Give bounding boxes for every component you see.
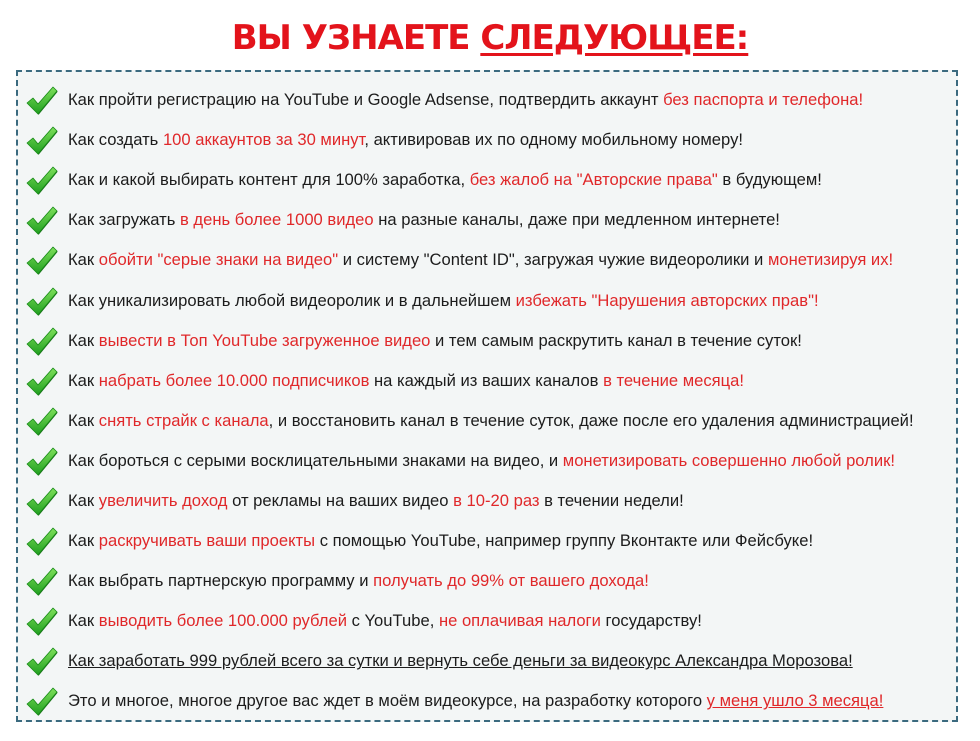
highlight-segment: вывести в Топ YouTube загруженное видео: [98, 330, 431, 350]
green-check-icon: [24, 285, 58, 317]
title-part-2: СЛЕДУЮЩЕЕ:: [480, 18, 749, 58]
list-item: [18, 441, 956, 481]
text-segment: на разные каналы, даже при медленном интернете!: [373, 210, 780, 230]
green-check-icon: [24, 605, 58, 637]
list-item-text: [68, 571, 649, 591]
green-check-icon: [24, 164, 58, 196]
green-check-icon: [24, 525, 58, 557]
text-segment: и тем самым раскрутить канал в течение суток!: [430, 330, 802, 350]
text-segment: , и восстановить канал в течение суток, даже после его удаления администрацией!: [268, 410, 914, 430]
list-item-text: [68, 651, 853, 671]
text-segment: Это и многое, многое другое вас ждет в моём видеокурсе, на разработку которого: [68, 691, 707, 711]
text-segment: Как пройти регистрацию на YouTube и Google Adsense, подтвердить аккаунт: [68, 90, 664, 110]
green-check-icon: [24, 645, 58, 677]
green-check-icon: [24, 405, 58, 437]
text-segment: государству!: [600, 611, 702, 631]
highlight-segment: избежать "Нарушения авторских прав"!: [515, 290, 819, 310]
text-segment: Как бороться с серыми восклицательными знаками на видео, и: [68, 450, 563, 470]
text-segment: Как: [68, 410, 99, 430]
text-segment: Как: [68, 330, 99, 350]
text-segment: и систему "Content ID", загружая чужие видеоролики и: [338, 250, 768, 270]
list-item: [18, 521, 956, 561]
highlight-segment: снять страйк с канала: [98, 410, 269, 430]
list-item: [18, 641, 956, 681]
highlight-segment: выводить более 100.000 рублей: [98, 611, 347, 631]
text-segment: Как уникализировать любой видеоролик и в дальнейшем: [68, 290, 516, 310]
text-segment: Как: [68, 370, 99, 390]
highlight-segment: Как заработать 999 рублей всего за сутки и вернуть себе деньги за видеокурс Александра Морозова!: [68, 651, 853, 671]
text-segment: от рекламы на ваших видео: [227, 490, 454, 510]
text-segment: Как: [68, 611, 99, 631]
list-item-text: [68, 250, 893, 270]
highlight-segment: монетизировать совершенно любой ролик!: [562, 450, 895, 470]
text-segment: Как и какой выбирать контент для 100% заработка,: [68, 170, 470, 190]
list-item: [18, 160, 956, 200]
list-item-text: [68, 170, 822, 190]
highlight-segment: без паспорта и телефона!: [663, 90, 864, 110]
list-item: [18, 561, 956, 601]
green-check-icon: [24, 485, 58, 517]
highlight-segment: раскручивать ваши проекты: [98, 531, 316, 551]
list-item: [18, 481, 956, 521]
green-check-icon: [24, 124, 58, 156]
text-segment: в течении недели!: [539, 490, 684, 510]
highlight-segment: без жалоб на "Авторские права": [469, 170, 718, 190]
text-segment: Как создать: [68, 130, 163, 150]
highlight-segment: получать до 99% от вашего дохода!: [373, 571, 649, 591]
list-item: [18, 280, 956, 320]
text-segment: в будующем!: [717, 170, 822, 190]
list-item-text: [68, 331, 802, 351]
list-item-text: [68, 691, 883, 711]
highlight-segment: у меня ушло 3 месяца!: [706, 691, 884, 711]
highlight-segment: не оплачивая налоги: [438, 611, 601, 631]
list-item-text: [68, 611, 702, 631]
highlight-segment: в день более 1000 видео: [180, 210, 374, 230]
green-check-icon: [24, 685, 58, 717]
text-segment: с помощью YouTube, например группу Вконтакте или Фейсбуке!: [315, 531, 814, 551]
list-item-text: [68, 291, 819, 311]
green-check-icon: [24, 565, 58, 597]
text-segment: на каждый из ваших каналов: [369, 370, 604, 390]
list-item: [18, 321, 956, 361]
list-item: [18, 80, 956, 120]
highlight-segment: в течение месяца!: [603, 370, 745, 390]
list-item-text: [68, 210, 780, 230]
text-segment: Как загружать: [68, 210, 180, 230]
green-check-icon: [24, 244, 58, 276]
highlight-segment: обойти "серые знаки на видео": [98, 250, 339, 270]
highlight-segment: в 10-20 раз: [453, 490, 540, 510]
green-check-icon: [24, 325, 58, 357]
green-check-icon: [24, 84, 58, 116]
highlight-segment: монетизируя их!: [767, 250, 894, 270]
text-segment: Как: [68, 490, 99, 510]
list-item-text: [68, 451, 895, 471]
list-item-text: [68, 411, 914, 431]
list-item: [18, 681, 956, 721]
page-title: [0, 18, 980, 58]
text-segment: , активировав их по одному мобильному номеру!: [364, 130, 743, 150]
green-check-icon: [24, 365, 58, 397]
list-item: [18, 601, 956, 641]
list-item: [18, 361, 956, 401]
benefits-box: [16, 70, 958, 722]
list-item: [18, 200, 956, 240]
text-segment: Как: [68, 531, 99, 551]
list-item-text: [68, 371, 744, 391]
list-item: [18, 120, 956, 160]
text-segment: Как выбрать партнерскую программу и: [68, 571, 374, 591]
text-segment: с YouTube,: [346, 611, 439, 631]
highlight-segment: 100 аккаунтов за 30 минут: [162, 130, 365, 150]
highlight-segment: набрать более 10.000 подписчиков: [98, 370, 370, 390]
list-item-text: [68, 130, 743, 150]
highlight-segment: увеличить доход: [98, 490, 228, 510]
list-item: [18, 401, 956, 441]
title-part-1: ВЫ УЗНАЕТЕ: [231, 18, 481, 58]
green-check-icon: [24, 204, 58, 236]
list-item: [18, 240, 956, 280]
list-item-text: [68, 531, 813, 551]
text-segment: Как: [68, 250, 99, 270]
list-item-text: [68, 491, 684, 511]
green-check-icon: [24, 445, 58, 477]
benefits-list: [18, 80, 956, 722]
list-item-text: [68, 90, 863, 110]
